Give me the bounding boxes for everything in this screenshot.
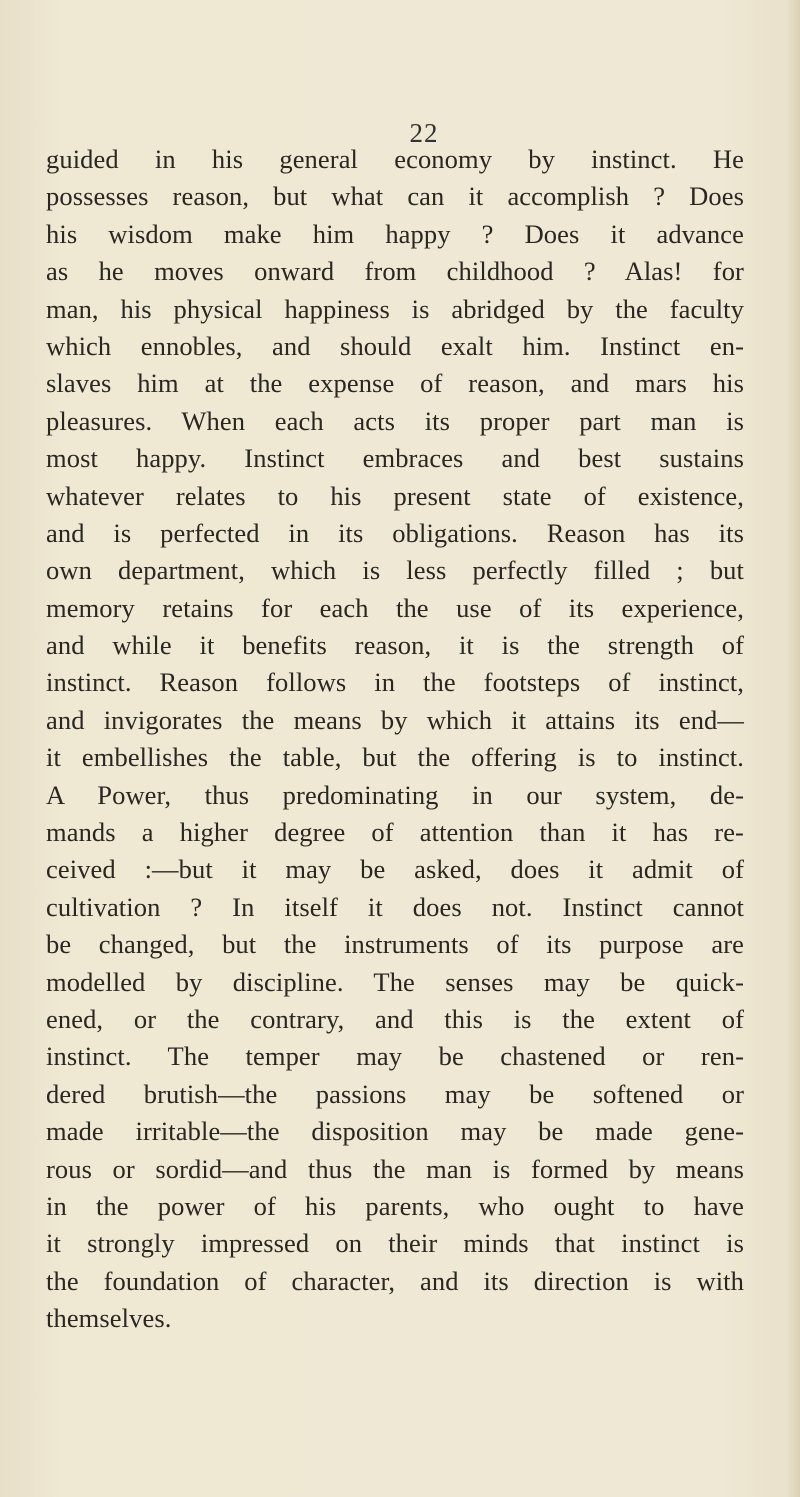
- text-line: the foundation of character, and its direction is with: [46, 1265, 744, 1296]
- text-line: A Power, thus predominating in our system, de-: [46, 779, 744, 810]
- text-line: which ennobles, and should exalt him. Instinct en-: [46, 330, 744, 361]
- text-line: rous or sordid—and thus the man is formed by means: [46, 1153, 744, 1184]
- page-number: 22: [409, 118, 439, 148]
- text-line: cultivation ? In itself it does not. Instinct cannot: [46, 891, 744, 922]
- text-line: instinct. The temper may be chastened or ren-: [46, 1041, 744, 1072]
- text-line: whatever relates to his present state of existence,: [46, 480, 744, 511]
- text-line: man, his physical happiness is abridged by the faculty: [46, 293, 744, 324]
- text-line: and invigorates the means by which it attains its end—: [46, 704, 744, 735]
- text-line: ened, or the contrary, and this is the extent of: [46, 1003, 744, 1034]
- text-line: instinct. Reason follows in the footsteps of instinct,: [46, 667, 744, 698]
- text-line: and while it benefits reason, it is the strength of: [46, 630, 744, 661]
- text-line: slaves him at the expense of reason, and mars his: [46, 368, 744, 399]
- text-line: be changed, but the instruments of its purpose are: [46, 929, 744, 960]
- text-line: and is perfected in its obligations. Reason has its: [46, 517, 744, 548]
- text-line: possesses reason, but what can it accomplish ? Does: [46, 181, 744, 212]
- text-line: in the power of his parents, who ought to have: [46, 1190, 744, 1221]
- text-line: guided in his general economy by instinct. He: [46, 144, 744, 174]
- text-line: modelled by discipline. The senses may be quick-: [46, 966, 744, 997]
- text-line: made irritable—the disposition may be made gene-: [46, 1116, 744, 1147]
- text-line: mands a higher degree of attention than it has re-: [46, 817, 744, 848]
- text-line: it strongly impressed on their minds that instinct is: [46, 1228, 744, 1259]
- text-line: most happy. Instinct embraces and best sustains: [46, 443, 744, 474]
- text-line: as he moves onward from childhood ? Alas! for: [46, 256, 744, 287]
- text-line: ceived :—but it may be asked, does it admit of: [46, 854, 744, 885]
- text-line: own department, which is less perfectly filled ; but: [46, 555, 744, 586]
- text-line: it embellishes the table, but the offering is to instinct.: [46, 742, 744, 773]
- text-line: his wisdom make him happy ? Does it advance: [46, 218, 744, 249]
- text-line: themselves.: [46, 1303, 172, 1334]
- text-line: pleasures. When each acts its proper part man is: [46, 405, 744, 436]
- body-text: [46, 141, 744, 1338]
- text-line: memory retains for each the use of its experience,: [46, 592, 744, 623]
- text-line: dered brutish—the passions may be softened or: [46, 1078, 744, 1109]
- page-edge-shadow: [786, 0, 800, 1497]
